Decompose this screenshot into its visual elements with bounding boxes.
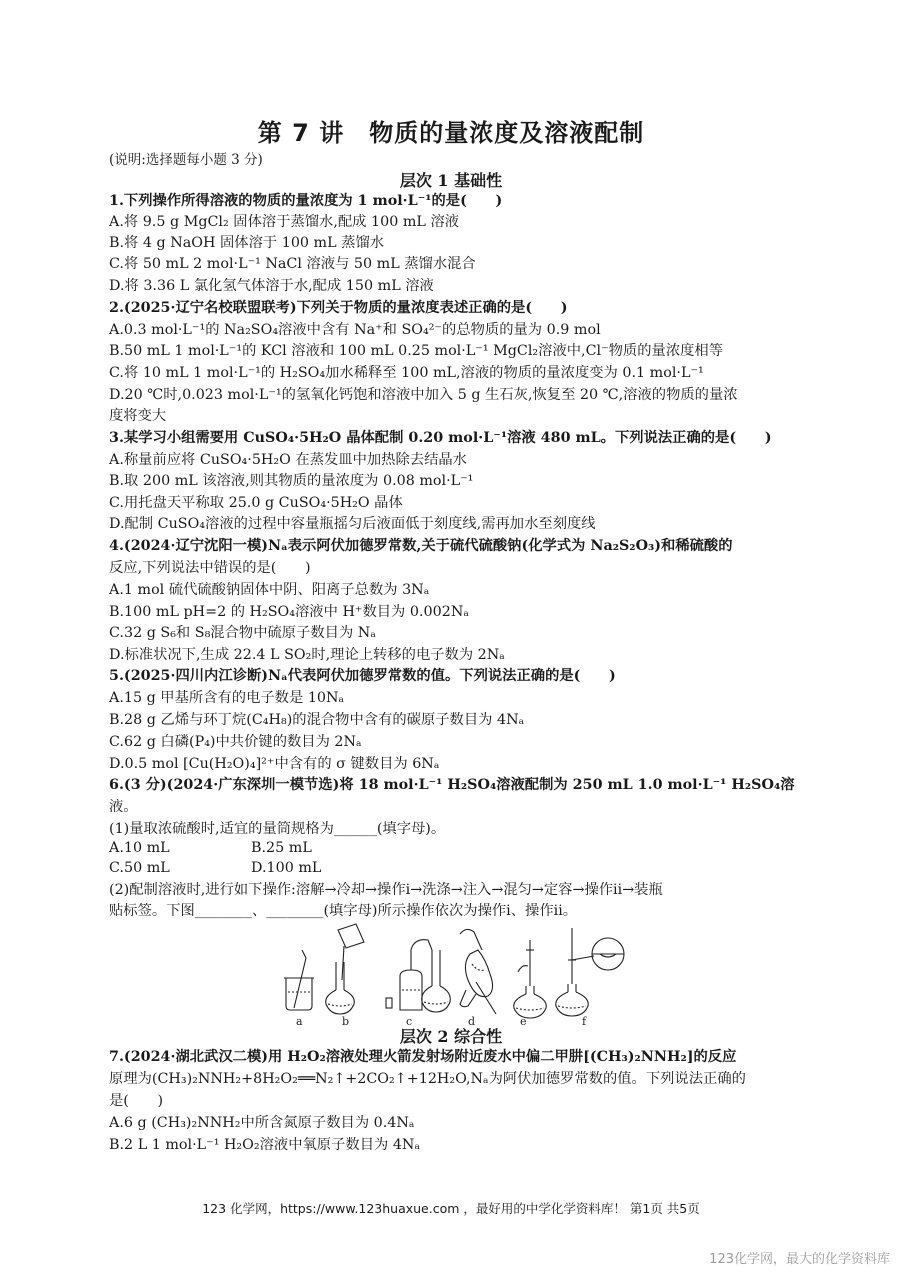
question-6-part-2-continued: 贴标签。下图________、________(填字母)所示操作依次为操作ⅰ、操作ⅱ。 — [109, 903, 578, 919]
question-6-option: D.100 mL — [251, 860, 322, 876]
figure-label-b: b — [342, 1015, 350, 1026]
beaker-with-rod-drawing — [284, 950, 314, 1010]
hand-inverting-flask-drawing — [460, 929, 496, 1014]
lab-operations-figure — [282, 920, 634, 1026]
question-2-stem: 2.(2025·辽宁名校联盟联考)下列关于物质的量浓度表述正确的是( ) — [109, 300, 568, 316]
question-2-option-continued: 度将变大 — [109, 408, 167, 424]
question-5-option: D.0.5 mol [Cu(H₂O)₄]²⁺中含有的 σ 键数目为 6Nₐ — [109, 756, 440, 772]
question-2-option: C.将 10 mL 1 mol·L⁻¹的 H₂SO₄加水稀释至 100 mL,溶液的物质的量浓度变为 0.1 mol·L⁻¹ — [109, 365, 704, 381]
question-7-option: B.2 L 1 mol·L⁻¹ H₂O₂溶液中氧原子数目为 4Nₐ — [109, 1137, 420, 1153]
flask-and-magnifier-drawing — [556, 928, 624, 1016]
question-7-stem-continued: 原理为(CH₃)₂NNH₂+8H₂O₂══N₂↑+2CO₂↑+12H₂O,Nₐ为阿伏加德罗常数的值。下列说法正确的 — [109, 1071, 746, 1087]
question-4-stem-continued: 反应,下列说法中错误的是( ) — [109, 560, 311, 576]
page-footer: 123 化学网，https://www.123huaxue.com ，最好用的中学化学资料库！ 第1页 共5页 — [202, 1201, 700, 1216]
question-1-option: D.将 3.36 L 氯化氢气体溶于水,配成 150 mL 溶液 — [109, 278, 434, 294]
question-1-option: B.将 4 g NaOH 固体溶于 100 mL 蒸馏水 — [109, 235, 385, 251]
watermark: 123化学网，最大的化学资料库 — [709, 1252, 890, 1267]
question-7-stem-continued: 是( ) — [109, 1093, 164, 1109]
question-3-stem: 3.某学习小组需要用 CuSO₄·5H₂O 晶体配制 0.20 mol·L⁻¹溶液 480 mL。下列说法正确的是( ) — [109, 430, 772, 446]
question-3-option: B.取 200 mL 该溶液,则其物质的量浓度为 0.08 mol·L⁻¹ — [109, 473, 474, 489]
question-1-option: C.将 50 mL 2 mol·L⁻¹ NaCl 溶液与 50 mL 蒸馏水混合 — [109, 256, 476, 272]
question-1-stem: 1.下列操作所得溶液的物质的量浓度为 1 mol·L⁻¹的是( ) — [109, 193, 503, 209]
question-2-option: A.0.3 mol·L⁻¹的 Na₂SO₄溶液中含有 Na⁺和 SO₄²⁻的总物质的量为 0.9 mol — [109, 322, 601, 338]
question-7-stem: 7.(2024·湖北武汉二模)用 H₂O₂溶液处理火箭发射场附近废水中偏二甲肼[(CH₃)₂NNH₂]的反应 — [109, 1049, 737, 1065]
question-4-option: B.100 mL pH=2 的 H₂SO₄溶液中 H⁺数目为 0.002Nₐ — [109, 604, 469, 620]
question-4-option: C.32 g S₆和 S₈混合物中硫原子数目为 Nₐ — [109, 625, 376, 641]
figure-label-d: d — [468, 1015, 476, 1026]
question-4-option: D.标准状况下,生成 22.4 L SO₂时,理论上转移的电子数为 2Nₐ — [109, 647, 505, 663]
question-5-option: C.62 g 白磷(P₄)中共价键的数目为 2Nₐ — [109, 734, 362, 750]
figure-label-a: a — [296, 1015, 303, 1026]
question-3-option: A.称量前应将 CuSO₄·5H₂O 在蒸发皿中加热除去结晶水 — [109, 452, 467, 468]
section-heading-comprehensive: 层次 2 综合性 — [399, 1027, 503, 1046]
question-6-option: B.25 mL — [251, 840, 312, 856]
question-2-option: B.50 mL 1 mol·L⁻¹的 KCl 溶液和 100 mL 0.25 mol·L⁻¹ MgCl₂溶液中,Cl⁻物质的量浓度相等 — [109, 343, 724, 359]
question-5-stem: 5.(2025·四川内江诊断)Nₐ代表阿伏加德罗常数的值。下列说法正确的是( ) — [109, 668, 616, 684]
question-5-option: B.28 g 乙烯与环丁烷(C₄H₈)的混合物中含有的碳原子数目为 4Nₐ — [109, 712, 525, 728]
question-6-option: A.10 mL — [109, 840, 170, 856]
page-title: 第 7 讲 物质的量浓度及溶液配制 — [257, 119, 645, 147]
question-3-option: D.配制 CuSO₄溶液的过程中容量瓶摇匀后液面低于刻度线,需再加水至刻度线 — [109, 516, 596, 532]
question-1-option: A.将 9.5 g MgCl₂ 固体溶于蒸馏水,配成 100 mL 溶液 — [109, 214, 460, 230]
flask-pouring-drawing — [326, 924, 364, 1014]
question-2-option: D.20 ℃时,0.023 mol·L⁻¹的氢氧化钙饱和溶液中加入 5 g 生石灰,恢复至 20 ℃,溶液的物质的量浓 — [109, 387, 738, 403]
question-3-option: C.用托盘天平称取 25.0 g CuSO₄·5H₂O 晶体 — [109, 495, 403, 511]
question-6-part-2: (2)配制溶液时,进行如下操作:溶解→冷却→操作ⅰ→洗涤→注入→混匀→定容→操作ⅱ→装瓶 — [109, 882, 663, 898]
question-6-option: C.50 mL — [109, 860, 170, 876]
question-4-option: A.1 mol 硫代硫酸钠固体中阴、阳离子总数为 3Nₐ — [109, 582, 430, 598]
question-6-stem-continued: 液。 — [109, 799, 138, 815]
flask-and-bottle-drawing — [386, 940, 450, 1012]
question-7-option: A.6 g (CH₃)₂NNH₂中所含氮原子数目为 0.4Nₐ — [109, 1115, 415, 1131]
flask-with-tube-drawing — [514, 940, 547, 1018]
question-4-stem: 4.(2024·辽宁沈阳一模)Nₐ表示阿伏加德罗常数,关于硫代硫酸钠(化学式为 Na₂S₂O₃)和稀硫酸的 — [109, 538, 733, 554]
figure-label-c: c — [406, 1015, 413, 1026]
question-6-stem: 6.(3 分)(2024·广东深圳一模节选)将 18 mol·L⁻¹ H₂SO₄溶液配制为 250 mL 1.0 mol·L⁻¹ H₂SO₄溶 — [109, 777, 795, 793]
figure-label-f: f — [582, 1015, 587, 1026]
figure-label-e: e — [520, 1015, 527, 1026]
question-5-option: A.15 g 甲基所含有的电子数是 10Nₐ — [109, 690, 345, 706]
section-heading-basic: 层次 1 基础性 — [399, 171, 503, 190]
question-6-part-1: (1)量取浓硫酸时,适宜的量筒规格为______(填字母)。 — [109, 821, 446, 837]
scoring-note: (说明:选择题每小题 3 分) — [109, 152, 263, 168]
